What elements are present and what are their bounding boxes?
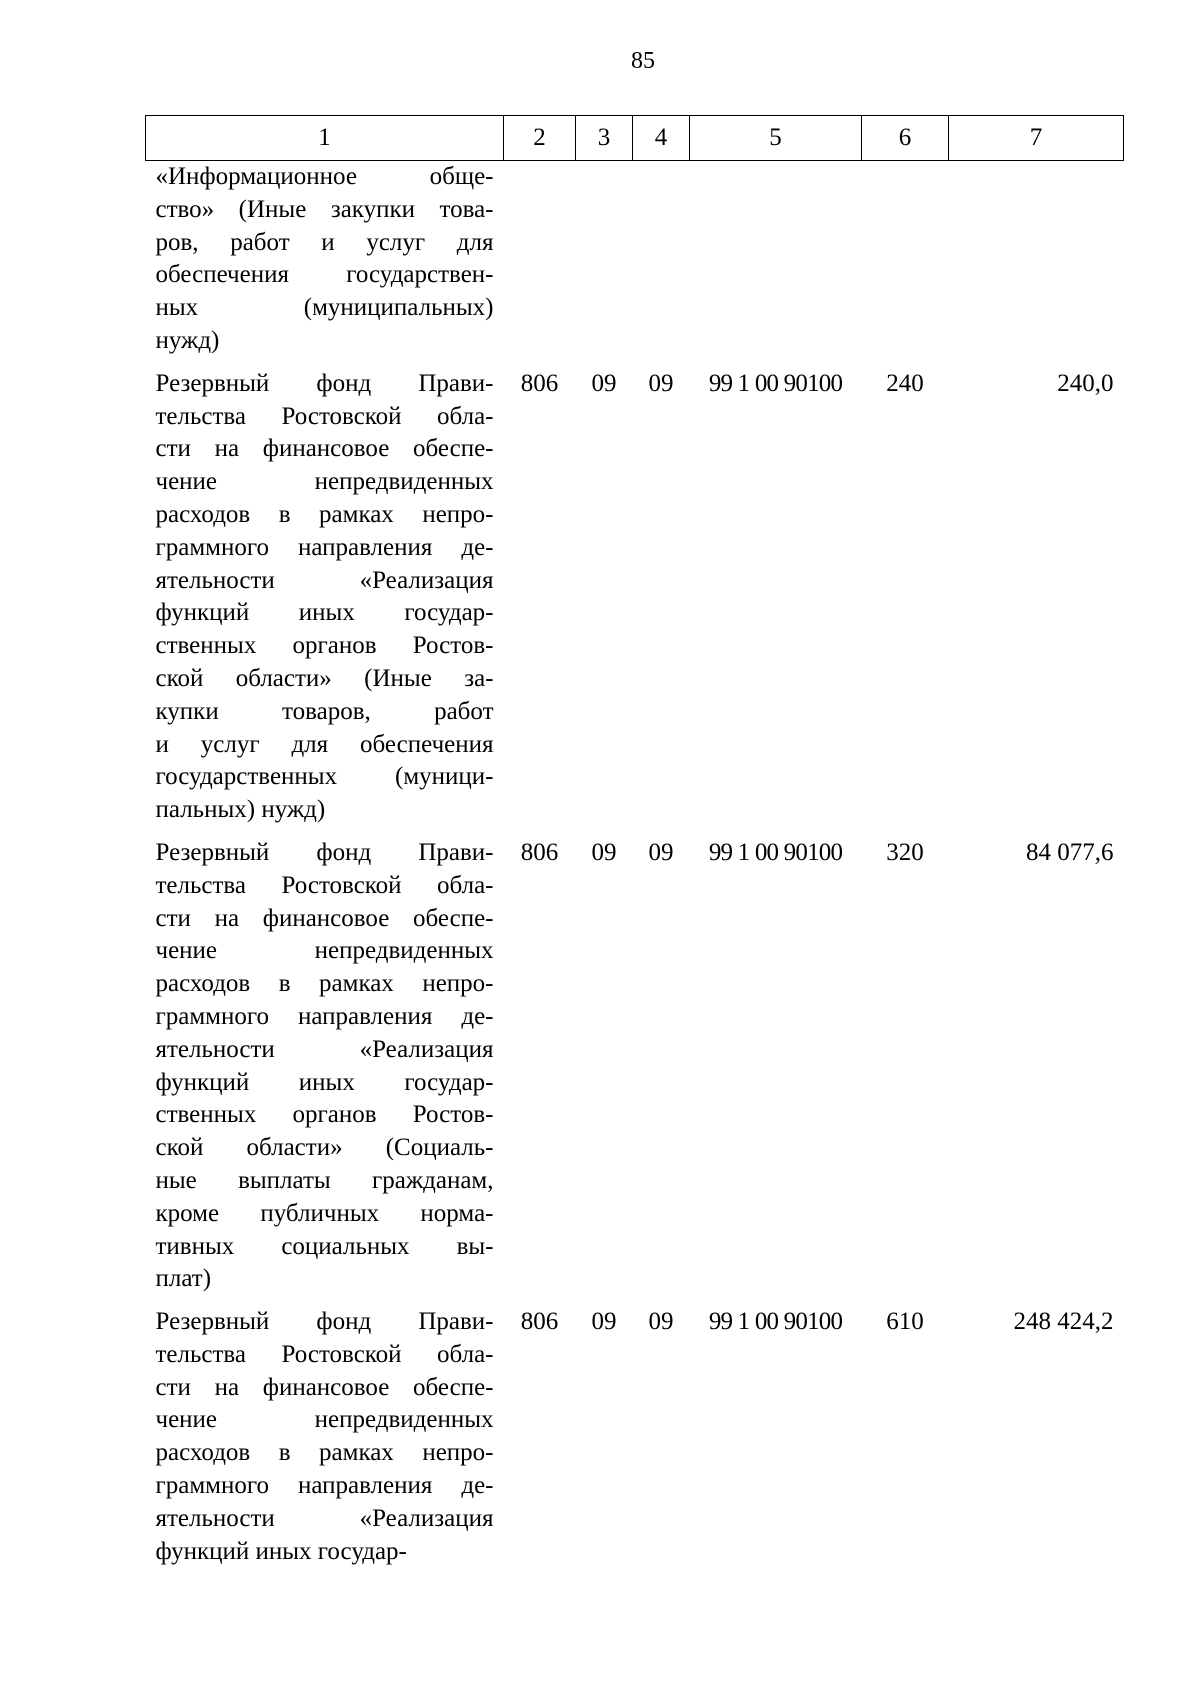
description-line: Резервный фонд Прави- — [155, 1308, 494, 1336]
description-line: ской области» (Иные за- — [155, 664, 494, 692]
description-line: плат) — [155, 1265, 212, 1293]
description-line: ных (муниципальных) — [155, 294, 494, 322]
description-line: функций иных государ- — [155, 1068, 494, 1096]
description-line: кроме публичных норма- — [155, 1199, 494, 1227]
description-line: функций иных государ- — [155, 1537, 407, 1565]
header-cell-4: 4 — [633, 116, 690, 161]
table-row — [146, 161, 1124, 368]
cell-section-code: 09 — [591, 1308, 617, 1336]
cell-amount — [949, 161, 1124, 368]
cell-target-article: 99 1 00 90100 — [708, 838, 843, 866]
description-line: ятельности «Реализация — [155, 566, 494, 594]
description-line: граммного направления де- — [155, 1472, 494, 1500]
header-cell-6: 6 — [862, 116, 949, 161]
header-cell-2: 2 — [504, 116, 576, 161]
row-description — [146, 161, 504, 368]
row-description — [146, 1306, 504, 1578]
row-description — [146, 837, 504, 1306]
description-line: ятельности «Реализация — [155, 1035, 494, 1063]
description-line: Резервный фонд Прави- — [155, 369, 494, 397]
cell-section-code — [576, 161, 633, 368]
header-cell-5: 5 — [690, 116, 862, 161]
description-line: граммного направления де- — [155, 1002, 494, 1030]
description-line: и услуг для обеспечения — [155, 730, 494, 758]
description-line: купки товаров, работ — [155, 697, 494, 725]
cell-subsection-code — [633, 161, 690, 368]
description-line: функций иных государ- — [155, 599, 494, 627]
cell-target-article: 99 1 00 90100 — [708, 369, 843, 397]
page-number: 85 — [631, 48, 655, 74]
description-line: сти на финансовое обеспе- — [155, 904, 494, 932]
description-line: расходов в рамках непро- — [155, 1439, 494, 1467]
cell-expense-type: 610 — [886, 1308, 924, 1336]
description-line: ров, работ и услуг для — [155, 228, 494, 256]
cell-section-code: 09 — [591, 838, 617, 866]
cell-ministry-code: 806 — [520, 838, 559, 866]
description-line: сти на финансовое обеспе- — [155, 435, 494, 463]
description-line: чение непредвиденных — [155, 1406, 494, 1434]
description-line: государственных (муници- — [155, 763, 494, 791]
description-line: расходов в рамках непро- — [155, 970, 494, 998]
budget-table — [145, 115, 1124, 1578]
cell-section-code: 09 — [591, 369, 617, 397]
cell-expense-type: 320 — [886, 838, 924, 866]
cell-amount: 84 077,6 — [1026, 838, 1114, 866]
description-line: сти на финансовое обеспе- — [155, 1373, 494, 1401]
description-line: ственных органов Ростов- — [155, 632, 494, 660]
description-line: пальных) нужд) — [155, 796, 326, 824]
header-cell-3: 3 — [576, 116, 633, 161]
row-description — [146, 368, 504, 837]
description-line: тивных социальных вы- — [155, 1232, 494, 1260]
description-line: чение непредвиденных — [155, 937, 494, 965]
header-cell-1: 1 — [146, 116, 504, 161]
cell-expense-type — [862, 161, 949, 368]
description-line: ство» (Иные закупки това- — [155, 195, 494, 223]
description-line: нужд) — [155, 326, 220, 354]
description-line: ской области» (Социаль- — [155, 1134, 494, 1162]
table-body — [146, 161, 1124, 1579]
description-line: обеспечения государствен- — [155, 261, 494, 289]
description-line: тельства Ростовской обла- — [155, 871, 494, 899]
cell-subsection-code: 09 — [648, 369, 674, 397]
cell-target-article — [690, 161, 862, 368]
cell-subsection-code: 09 — [648, 838, 674, 866]
cell-target-article: 99 1 00 90100 — [708, 1308, 843, 1336]
cell-ministry-code: 806 — [520, 1308, 559, 1336]
cell-ministry-code: 806 — [520, 369, 559, 397]
table-row — [146, 1306, 1124, 1578]
description-line: тельства Ростовской обла- — [155, 1340, 494, 1368]
description-line: расходов в рамках непро- — [155, 500, 494, 528]
cell-ministry-code — [504, 161, 576, 368]
description-line: граммного направления де- — [155, 533, 494, 561]
description-line: тельства Ростовской обла- — [155, 402, 494, 430]
description-line: ные выплаты гражданам, — [155, 1166, 494, 1194]
description-line: Резервный фонд Прави- — [155, 838, 494, 866]
cell-amount: 248 424,2 — [1013, 1308, 1114, 1336]
table-row — [146, 837, 1124, 1306]
cell-amount: 240,0 — [1057, 369, 1114, 397]
cell-subsection-code: 09 — [648, 1308, 674, 1336]
description-line: ятельности «Реализация — [155, 1504, 494, 1532]
description-line: чение непредвиденных — [155, 468, 494, 496]
description-line: ственных органов Ростов- — [155, 1101, 494, 1129]
header-cell-7: 7 — [949, 116, 1124, 161]
table-header-row — [146, 116, 1124, 161]
cell-expense-type: 240 — [886, 369, 924, 397]
table-row — [146, 368, 1124, 837]
description-line: «Информационное обще- — [155, 163, 494, 190]
